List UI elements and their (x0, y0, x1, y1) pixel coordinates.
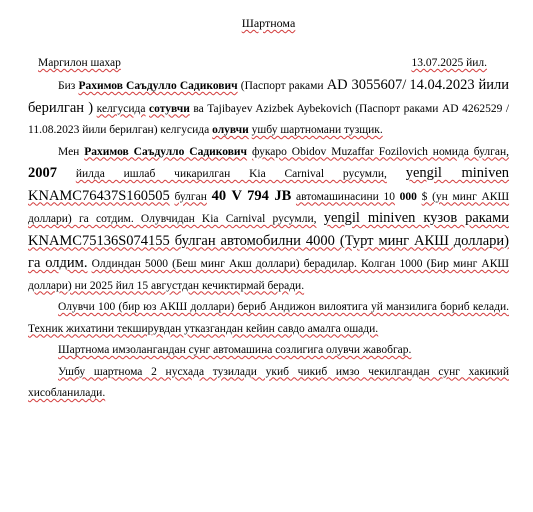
place-date-row (28, 57, 509, 69)
p2-text-f: $ (ун минг АКШ доллари) га сотдим. Олувчидан Kia Carnival русумли, (28, 190, 510, 225)
p2-text-d: булган (174, 190, 207, 203)
p2-text-g: Олдиндан 5000 (Беш минг Акш доллари) берадилар. Колган 1000 (Бир минг АКШ доллари) ни 2025 йил 15 августдан кечиктирмай беради. (28, 258, 510, 292)
paragraph-parties (28, 75, 509, 142)
p2-amount: 000 (399, 190, 417, 203)
p2-vehicle-type: yengil miniven KNAMC76437S160505 (28, 165, 510, 204)
date-text: 13.07.2025 йил. (411, 57, 487, 69)
paragraph-sale (28, 142, 509, 298)
p1-seller-role: сотувчи (149, 102, 190, 115)
p1-text-c: келгусида (96, 102, 146, 115)
p1-text-e: ушбу шартномани тузщик. (251, 124, 383, 136)
p1-passport1: AD 3055607/ (326, 77, 407, 93)
paragraph-copies: Ушбу шартнома 2 нусхада тузилади укиб чикиб имзо чекилгандан сунг хакикий хисобланилади. (28, 365, 509, 399)
p2-text-b: фукаро Obidov Muzaffar Fozilovich номида булган, (251, 145, 510, 158)
p2-year: 2007 (28, 165, 57, 181)
p2-text-e: автомашинасини 10 (295, 190, 395, 203)
p1-buyer-role: олувчи (212, 124, 249, 136)
p1-text-d: ва Tajibayev Azizbek Aybekovich (Паспорт раками AD 4262529 / 11.08.2023 йили берилган) келгусида (28, 102, 510, 136)
paragraph-inspection: Олувчи 100 (бир юз АКШ доллари) бериб Андижон вилоятига уй манзилига бориб келади. Техник жихатини текширувдан утказгандан кейин савдо амалга ошади. (28, 301, 509, 335)
document-title: Шартнома (241, 16, 296, 30)
place-text: Маргилон шахар (38, 57, 121, 69)
paragraph-responsibility: Шартнома имзолангандан сунг автомашина созлигига олувчи жавобгар. (58, 344, 412, 356)
p2-vehicle-type2: yengil miniven кузов раками KNAMC75136S074155 булган автомобилни 4000 (Турт минг АКШ доллари) га олдим. (28, 210, 509, 271)
p2-text-a: Мен (58, 145, 80, 158)
p2-plate-number: 40 V 794 JB (211, 187, 292, 204)
p1-text-b: (Паспорт раками (240, 80, 324, 92)
p2-seller-name: Рахимов Саъдулло Садикович (84, 145, 248, 158)
p1-text-a: Биз (58, 80, 76, 92)
p1-passport1-date: 14.04.2023 йили берилган ) (28, 77, 510, 116)
p1-seller-name: Рахимов Саъдулло Садикович (78, 80, 238, 92)
p2-text-c: йилда ишлаб чикарилган Kia Carnival русумли, (75, 168, 387, 180)
